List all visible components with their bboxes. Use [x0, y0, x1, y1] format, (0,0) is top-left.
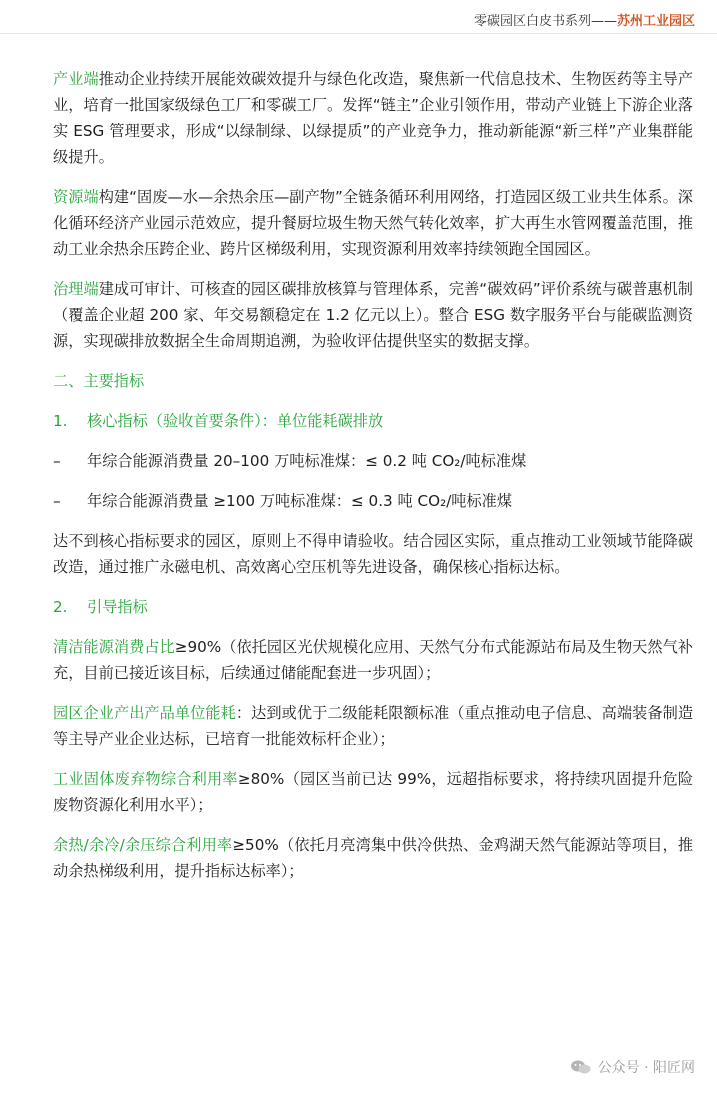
- paragraph-industry: [53, 66, 693, 170]
- paragraph-text: 构建“固废—水—余热余压—副产物”全链条循环利用网络，打造园区级工业共生体系。深化循环经济产业园示范效应，提升餐厨垃圾生物天然气转化效率，扩大再生水管网覆盖范围，推动工业余热余压跨企业、跨片区梯级利用，实现资源利用效率持续领跑全国园区。: [53, 188, 693, 258]
- header-divider: [0, 33, 717, 34]
- bullet-text: 年综合能源消费量 20–100 万吨标准煤：≤ 0.2 吨 CO₂/吨标准煤: [87, 452, 527, 470]
- guide-label: 园区企业产出产品单位能耗: [53, 704, 236, 722]
- paragraph-text: 推动企业持续开展能效碳效提升与绿色化改造，聚焦新一代信息技术、生物医药等主导产业，培育一批国家级绿色工厂和零碳工厂。发挥“链主”企业引领作用，带动产业链上下游企业落实 ESG 管理要求，形成“以绿制绿、以绿提质”的产业竞争力，推动新能源“新三样”产业集群能级提升。: [53, 70, 694, 166]
- guide-waste-heat: [53, 832, 693, 884]
- guide-label: 工业固体废弃物综合利用率: [53, 770, 238, 788]
- paragraph-text: 建成可审计、可核查的园区碳排放核算与管理体系，完善“碳效码”评价系统与碳普惠机制（覆盖企业超 200 家、年交易额稳定在 1.2 亿元以上）。整合 ESG 数字服务平台与能碳监测资源，实现碳排放数据全生命周期追溯，为验收评估提供坚实的数据支撑。: [53, 280, 693, 350]
- guide-text: ≥90%（依托园区光伏规模化应用、天然气分布式能源站布局及生物天然气补充，目前已接近该目标，后续通过储能配套进一步巩固）；: [53, 638, 694, 682]
- watermark: [570, 1057, 695, 1077]
- bullet-dash: –: [53, 452, 61, 470]
- guide-solid-waste: [53, 766, 693, 818]
- subsection-number: 1.: [53, 412, 68, 430]
- guide-unit-energy: [53, 700, 693, 752]
- list-item: [53, 488, 693, 514]
- bullet-dash: –: [53, 492, 61, 510]
- guide-text: ：达到或优于二级能耗限额标准（重点推动电子信息、高端装备制造等主导产业企业达标，已培育一批能效标杆企业）；: [53, 704, 694, 748]
- paragraph-resource: [53, 184, 693, 262]
- guide-text: ≥50%（依托月亮湾集中供冷供热、金鸡湖天然气能源站等项目，推动余热梯级利用，提升指标达标率）；: [53, 836, 694, 880]
- core-note: 达不到核心指标要求的园区，原则上不得申请验收。结合园区实际，重点推动工业领域节能降碳改造，通过推广永磁电机、高效离心空压机等先进设备，确保核心指标达标。: [53, 532, 693, 576]
- section-heading: 二、主要指标: [53, 372, 145, 390]
- guide-label: 余热/余冷/余压综合利用率: [53, 836, 233, 854]
- header-series: 零碳园区白皮书系列——: [473, 14, 617, 29]
- subsection-guide: [53, 594, 693, 620]
- header-park: 苏州工业园区: [616, 14, 695, 29]
- page-header: [474, 10, 695, 29]
- guide-label: 清洁能源消费占比: [53, 638, 175, 656]
- subsection-title: 核心指标（验收首要条件）：单位能耗碳排放: [87, 412, 384, 430]
- paragraph-label: 资源端: [53, 188, 99, 206]
- paragraph-label: 治理端: [53, 280, 99, 298]
- guide-text: ≥80%（园区当前已达 99%，远超指标要求，将持续巩固提升危险废物资源化利用水平）；: [53, 770, 694, 814]
- guide-clean-energy: [53, 634, 693, 686]
- subsection-core: [53, 408, 693, 434]
- subsection-title: 引导指标: [87, 598, 148, 616]
- list-item: [53, 448, 693, 474]
- document-body: [53, 66, 693, 898]
- bullet-text: 年综合能源消费量 ≥100 万吨标准煤：≤ 0.3 吨 CO₂/吨标准煤: [87, 492, 513, 510]
- wechat-icon: [570, 1059, 592, 1075]
- paragraph-label: 产业端: [53, 70, 99, 88]
- subsection-number: 2.: [53, 598, 68, 616]
- watermark-text: 公众号 · 阳匠网: [597, 1060, 695, 1076]
- paragraph-governance: [53, 276, 693, 354]
